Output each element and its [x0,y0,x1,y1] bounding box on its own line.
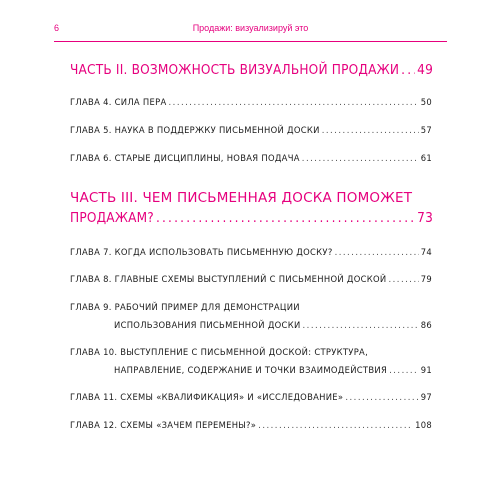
toc-part-3-title-line1[interactable]: ЧАСТЬ III. ЧЕМ ПИСЬМЕННАЯ ДОСКА ПОМОЖЕТ [70,190,413,206]
toc-chapter-11-page: 97 [420,392,432,402]
running-title: Продажи: визуализируй это [192,23,309,33]
dot-leader [303,320,419,330]
toc-chapter-5[interactable] [70,125,432,135]
dot-leader [169,97,419,107]
toc-chapter-10[interactable] [114,365,432,375]
toc-chapter-4-page: 50 [420,97,432,107]
toc-part-3-page: 73 [417,210,433,226]
toc-chapter-8-page: 79 [420,274,432,284]
toc-chapter-12[interactable] [70,420,432,430]
toc-chapter-10-title-line1[interactable]: ГЛАВА 10. ВЫСТУПЛЕНИЕ С ПИСЬМЕННОЙ ДОСКОЙ: СТРУКТУРА, [70,347,369,357]
page-number: 6 [54,23,60,33]
dot-leader [156,210,415,226]
toc-chapter-6-title: ГЛАВА 6. СТАРЫЕ ДИСЦИПЛИНЫ, НОВАЯ ПОДАЧА [70,153,300,163]
toc-chapter-9-title-line2: ИСПОЛЬЗОВАНИЯ ПИСЬМЕННОЙ ДОСКИ [114,320,301,330]
toc-chapter-9-page: 86 [420,320,432,330]
toc-chapter-5-title: ГЛАВА 5. НАУКА В ПОДДЕРЖКУ ПИСЬМЕННОЙ ДОСКИ [70,125,320,135]
toc-chapter-9-title-line1[interactable]: ГЛАВА 9. РАБОЧИЙ ПРИМЕР ДЛЯ ДЕМОНСТРАЦИИ [70,302,300,312]
dot-leader [335,247,419,257]
toc-chapter-4[interactable] [70,97,432,107]
toc-chapter-10-title-line2: НАПРАВЛЕНИЕ, СОДЕРЖАНИЕ И ТОЧКИ ВЗАИМОДЕЙСТВИЯ [114,365,388,375]
toc-chapter-8-title: ГЛАВА 8. ГЛАВНЫЕ СХЕМЫ ВЫСТУПЛЕНИЙ С ПИСЬМЕННОЙ ДОСКОЙ [70,274,387,284]
toc-chapter-11-title: ГЛАВА 11. СХЕМЫ «КВАЛИФИКАЦИЯ» И «ИССЛЕДОВАНИЕ» [70,392,344,402]
toc-chapter-7[interactable] [70,247,432,257]
toc-chapter-8[interactable] [70,274,432,284]
toc-chapter-7-page: 74 [420,247,432,257]
dot-leader [258,420,413,430]
toc-chapter-6-page: 61 [420,153,432,163]
toc-chapter-12-title: ГЛАВА 12. СХЕМЫ «ЗАЧЕМ ПЕРЕМЕНЫ?» [70,420,257,430]
dot-leader [388,274,418,284]
toc-chapter-11[interactable] [70,392,432,402]
toc-chapter-6[interactable] [70,153,432,163]
dot-leader [389,365,419,375]
toc-chapter-9[interactable] [114,320,432,330]
toc-part-2-title: ЧАСТЬ II. ВОЗМОЖНОСТЬ ВИЗУАЛЬНОЙ ПРОДАЖИ [70,62,400,78]
toc-chapter-7-title: ГЛАВА 7. КОГДА ИСПОЛЬЗОВАТЬ ПИСЬМЕННУЮ ДОСКУ? [70,247,333,257]
toc-chapter-12-page: 108 [415,420,432,430]
dot-leader [322,125,419,135]
dot-leader [401,62,415,78]
toc-part-2-page: 49 [417,62,433,78]
toc-chapter-10-page: 91 [420,365,432,375]
toc-part-3-title-line2: ПРОДАЖАМ? [70,210,154,226]
dot-leader [345,392,418,402]
dot-leader [302,153,419,163]
toc-part-2[interactable] [70,62,433,78]
toc-chapter-4-title: ГЛАВА 4. СИЛА ПЕРА [70,97,167,107]
toc-part-3[interactable] [70,210,433,226]
toc-chapter-5-page: 57 [420,125,432,135]
